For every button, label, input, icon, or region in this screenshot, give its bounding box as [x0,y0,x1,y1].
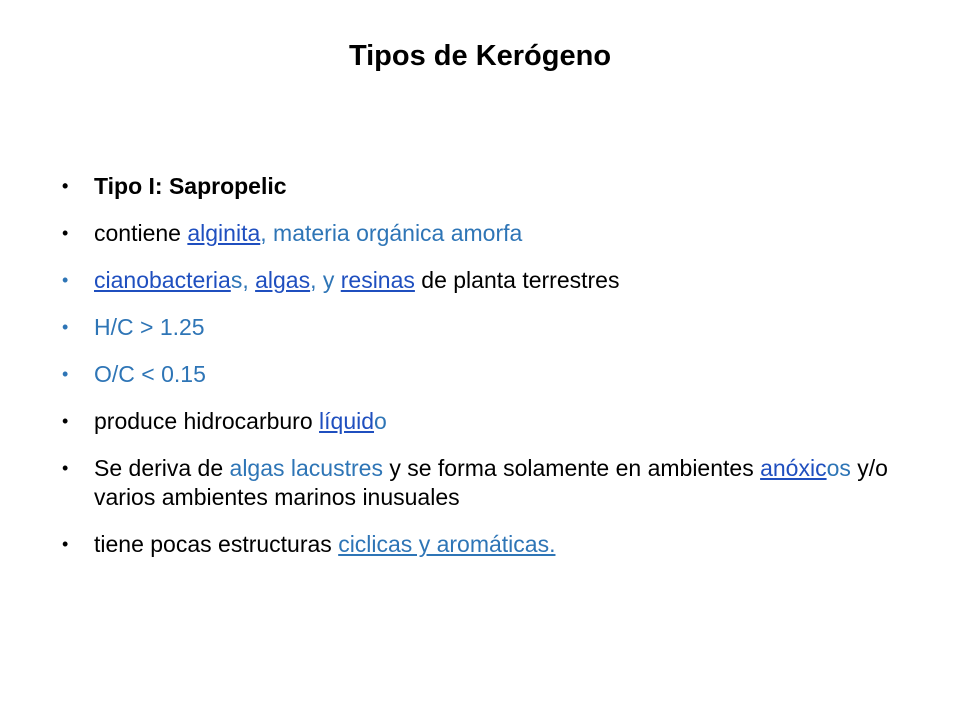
bullet-dot-icon: • [62,223,69,243]
bullet-text-blue: algas lacustres [229,455,383,481]
bullet-text: H/C > 1.25 [94,314,205,340]
bullet-text-blue: os [826,455,851,481]
bullet-dot-icon: • [62,364,69,384]
bullet-item-oc [62,360,902,389]
bullet-text: contiene [94,220,188,246]
bullet-item-estructuras [62,530,902,559]
bullet-text-blue: , materia orgánica amorfa [260,220,523,246]
link-cianobacteria[interactable]: cianobacteria [94,267,231,293]
link-liquido[interactable]: líquid [319,408,375,434]
bullet-item-tipo-i [62,172,902,201]
slide-title: Tipos de Kerógeno [348,40,612,72]
bullet-dot-icon: • [62,458,69,478]
link-anoxicos[interactable]: anóxic [760,455,827,481]
bullet-text-blue: , y [310,267,341,293]
bullet-text: produce hidrocarburo [94,408,320,434]
link-algas[interactable]: algas [255,267,311,293]
bullet-item-deriva [62,454,902,512]
bullet-dot-icon: • [62,270,69,290]
bullet-item-hc [62,313,902,342]
bullet-text: tiene pocas estructuras [94,531,339,557]
link-resinas[interactable]: resinas [340,267,415,293]
bullet-item-cianobacterias [62,266,902,295]
bullet-dot-icon: • [62,534,69,554]
link-ciclicas-aromaticas[interactable]: ciclicas y aromáticas. [338,531,556,557]
bullet-text: Tipo I: Sapropelic [94,173,287,199]
bullet-text: Se deriva de [94,455,230,481]
bullet-text-blue: o [374,408,387,434]
bullet-text-blue: s, [230,267,256,293]
bullet-text: de planta terrestres [414,267,620,293]
bullet-dot-icon: • [62,176,69,196]
bullet-text: O/C < 0.15 [94,361,206,387]
bullet-dot-icon: • [62,411,69,431]
bullet-item-contiene [62,219,902,248]
bullet-dot-icon: • [62,317,69,337]
bullet-list [62,172,902,577]
bullet-text: y/o varios ambientes marinos inusuales [94,455,888,510]
link-alginita[interactable]: alginita [187,220,261,246]
bullet-text: y se forma solamente en ambientes [382,455,761,481]
bullet-item-produce [62,407,902,436]
